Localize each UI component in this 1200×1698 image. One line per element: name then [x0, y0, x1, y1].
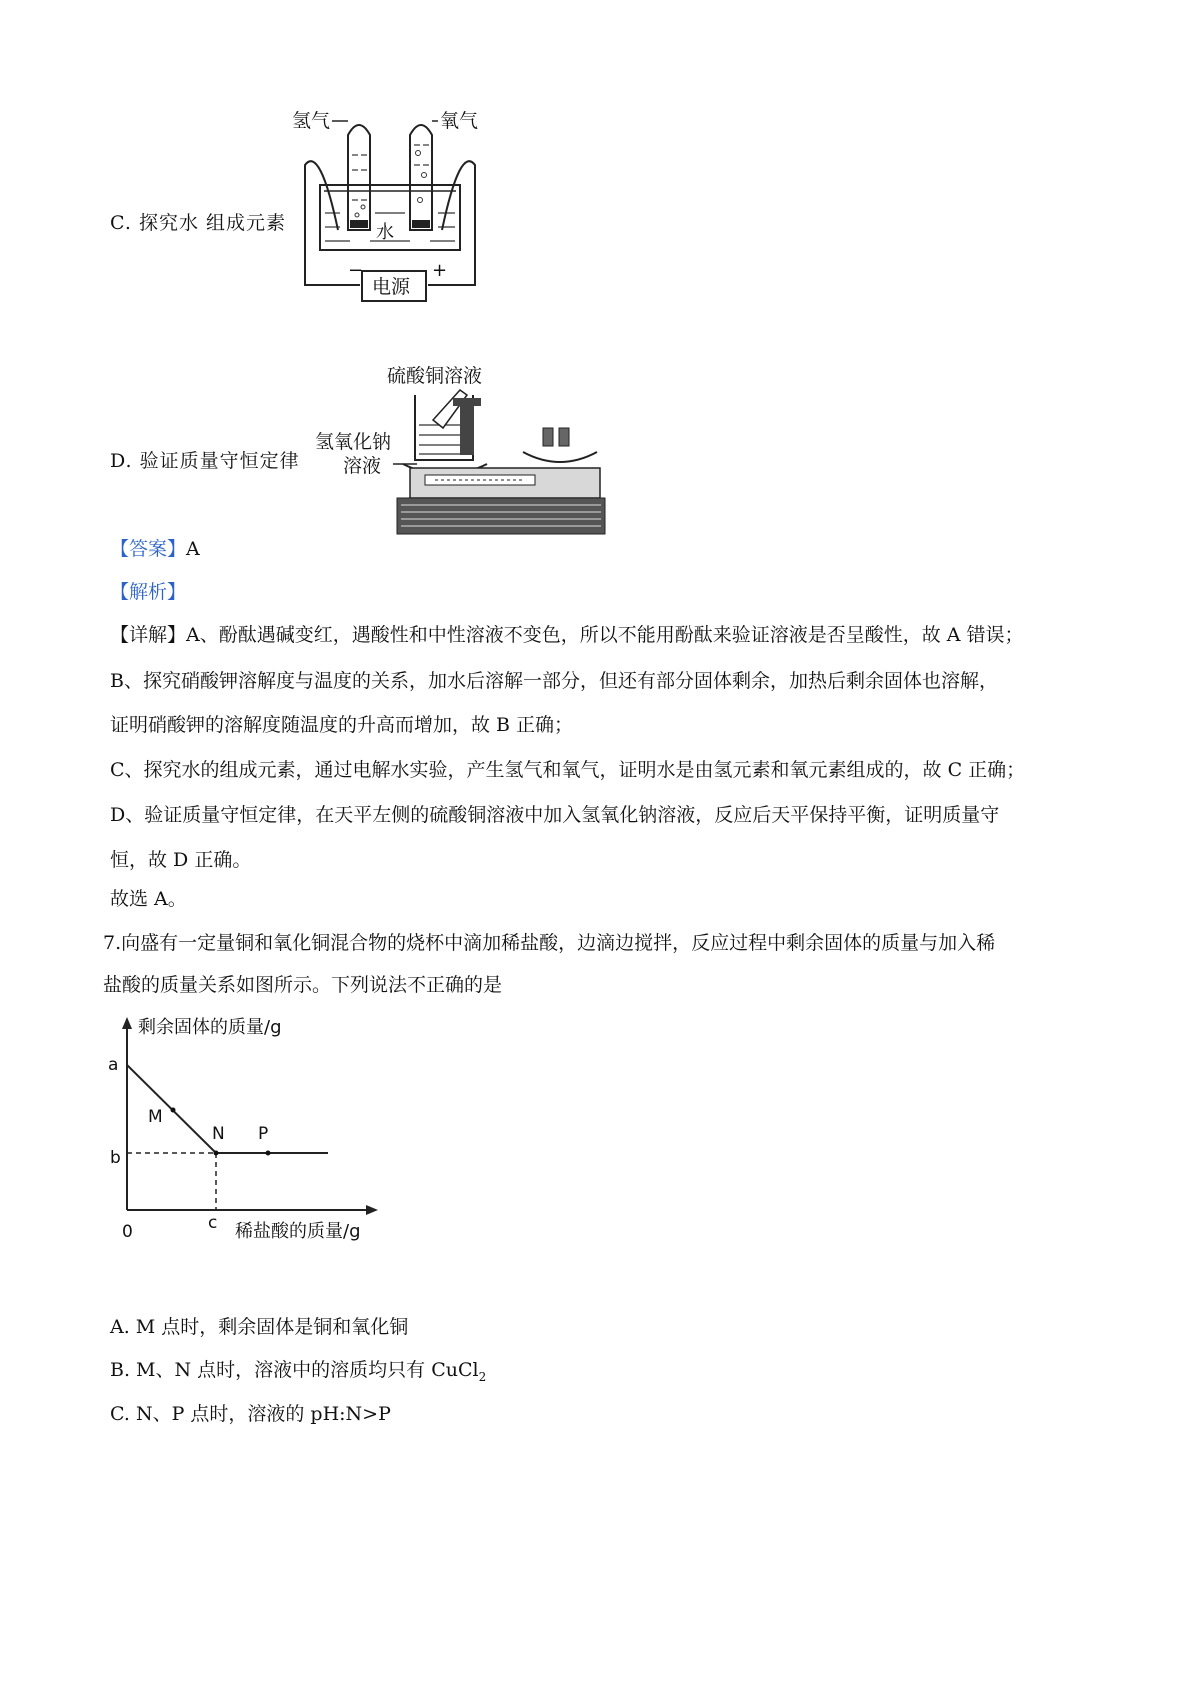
label-p: P — [258, 1124, 269, 1144]
answer-value: A — [186, 538, 200, 560]
answer-tag: 【答案】 — [110, 538, 187, 560]
power-label: 电源 — [372, 276, 411, 298]
tick-b: b — [110, 1148, 121, 1168]
option-c-label: C. 探究水 组成元素 — [110, 212, 286, 234]
question7-line-2: 盐酸的质量关系如图所示。下列说法不正确的是 — [103, 974, 503, 996]
label-n: N — [212, 1124, 225, 1144]
x-axis-label: 稀盐酸的质量/g — [235, 1221, 361, 1242]
point-n — [214, 1151, 219, 1156]
analysis-tag: 【解析】 — [110, 581, 187, 603]
hydrogen-label: 氢气 — [292, 110, 331, 132]
detail-line-7: 故选 A。 — [110, 888, 187, 910]
tick-c: c — [208, 1213, 218, 1233]
point-m — [171, 1108, 176, 1113]
naoh-label-2: 溶液 — [343, 455, 382, 477]
detail-text-1: A、酚酞遇碱变红，遇酸性和中性溶液不变色，所以不能用酚酞来验证溶液是否呈酸性，故 A 错误； — [186, 624, 1024, 646]
y-axis-arrow — [122, 1017, 132, 1029]
naoh-label-1: 氢氧化钠 — [315, 431, 392, 453]
detail-line-6: 恒，故 D 正确。 — [110, 849, 252, 871]
y-axis-label: 剩余固体的质量/g — [138, 1017, 282, 1038]
option-7c: C. N、P 点时，溶液的 pH:N>P — [110, 1403, 391, 1425]
option-7b-subscript: 2 — [478, 1369, 487, 1384]
detail-tag: 【详解】 — [110, 624, 187, 646]
point-p — [266, 1151, 271, 1156]
detail-line-4: C、探究水的组成元素，通过电解水实验，产生氢气和氧气，证明水是由氢元素和氧元素组成的，故 C 正确； — [110, 759, 1026, 781]
option-7b — [110, 1356, 486, 1391]
detail-line-1 — [110, 621, 1024, 649]
detail-line-2: B、探究硝酸钾溶解度与温度的关系，加水后溶解一部分，但还有部分固体剩余，加热后剩余固体也溶解， — [110, 670, 998, 692]
minus-label: − — [348, 260, 364, 281]
x-axis-arrow — [366, 1205, 378, 1215]
plus-label: + — [432, 260, 448, 281]
balance-figure — [315, 360, 605, 549]
question7-line-1: 7.向盛有一定量铜和氧化铜混合物的烧杯中滴加稀盐酸，边滴边搅拌，反应过程中剩余固体的质量与加入稀 — [103, 932, 996, 954]
option-7a: A. M 点时，剩余固体是铜和氧化铜 — [110, 1316, 409, 1338]
label-m: M — [148, 1107, 163, 1127]
origin-label: 0 — [122, 1222, 133, 1242]
detail-line-3: 证明硝酸钾的溶解度随温度的升高而增加，故 B 正确； — [110, 714, 574, 736]
tick-a: a — [108, 1055, 119, 1075]
answer-line — [110, 535, 200, 563]
cuso4-label: 硫酸铜溶液 — [387, 365, 483, 387]
mass-chart — [100, 1015, 400, 1264]
electrolysis-figure — [292, 105, 520, 334]
detail-line-5: D、验证质量守恒定律，在天平左侧的硫酸铜溶液中加入氢氧化钠溶液，反应后天平保持平衡，证明质量守 — [110, 804, 1000, 826]
option-d-label: D. 验证质量守恒定律 — [110, 450, 300, 472]
water-label: 水 — [376, 222, 394, 243]
option-7b-text: B. M、N 点时，溶液中的溶质均只有 CuCl — [110, 1359, 479, 1381]
oxygen-label: 氧气 — [440, 110, 479, 132]
